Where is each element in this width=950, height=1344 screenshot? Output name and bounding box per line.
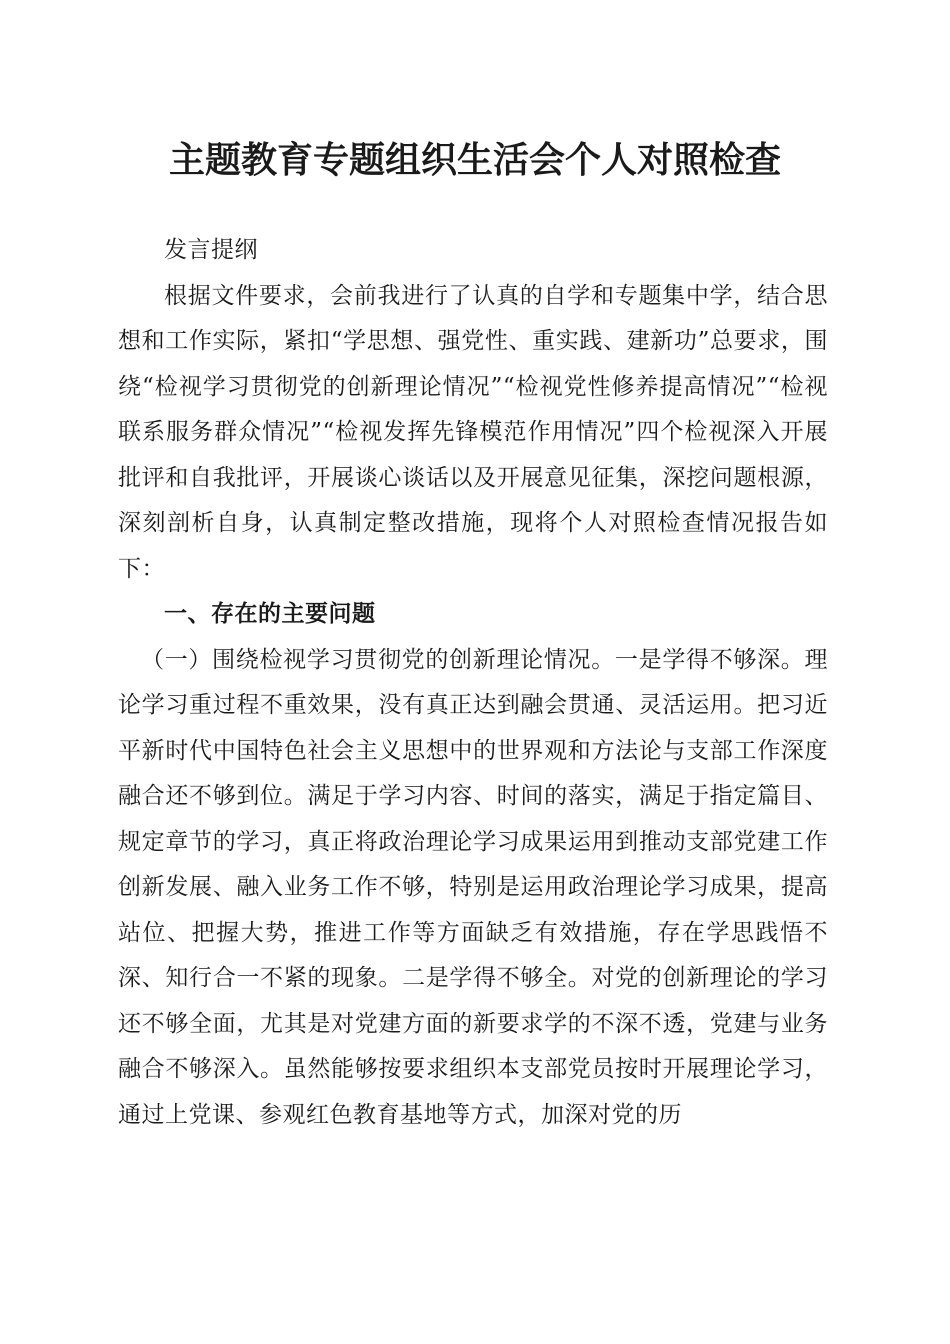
section-one-heading: 一、存在的主要问题 bbox=[164, 601, 376, 627]
document-body bbox=[118, 228, 828, 1138]
subtitle-label: 发言提纲 bbox=[164, 237, 258, 263]
intro-paragraph: 根据文件要求，会前我进行了认真的自学和专题集中学，结合思想和工作实际，紧扣“学思想、强党性、重实践、建新功”总要求，围绕“检视学习贯彻党的创新理论情况”“检视党性修养提高情况”“检视联系服务群众情况”“检视发挥先锋模范作用情况”四个检视深入开展批评和自我批评，开展谈心谈话以及开展意见征集，深挖问题根源，深刻剖析自身，认真制定整改措施，现将个人对照检查情况报告如下： bbox=[118, 282, 828, 582]
subsection-one-paragraph: （一）围绕检视学习贯彻党的创新理论情况。一是学得不够深。理论学习重过程不重效果，没有真正达到融会贯通、灵活运用。把习近平新时代中国特色社会主义思想中的世界观和方法论与支部工作深度融合还不够到位。满足于学习内容、时间的落实，满足于指定篇目、规定章节的学习，真正将政治理论学习成果运用到推动支部党建工作创新发展、融入业务工作不够，特别是运用政治理论学习成果，提高站位、把握大势，推进工作等方面缺乏有效措施，存在学思践悟不深、知行合一不紧的现象。二是学得不够全。对党的创新理论的学习还不够全面，尤其是对党建方面的新要求学的不深不透，党建与业务融合不够深入。虽然能够按要求组织本支部党员按时开展理论学习，通过上党课、参观红色教育基地等方式，加深对党的历 bbox=[118, 646, 828, 1128]
document-title: 主题教育专题组织生活会个人对照检查 bbox=[168, 139, 781, 181]
